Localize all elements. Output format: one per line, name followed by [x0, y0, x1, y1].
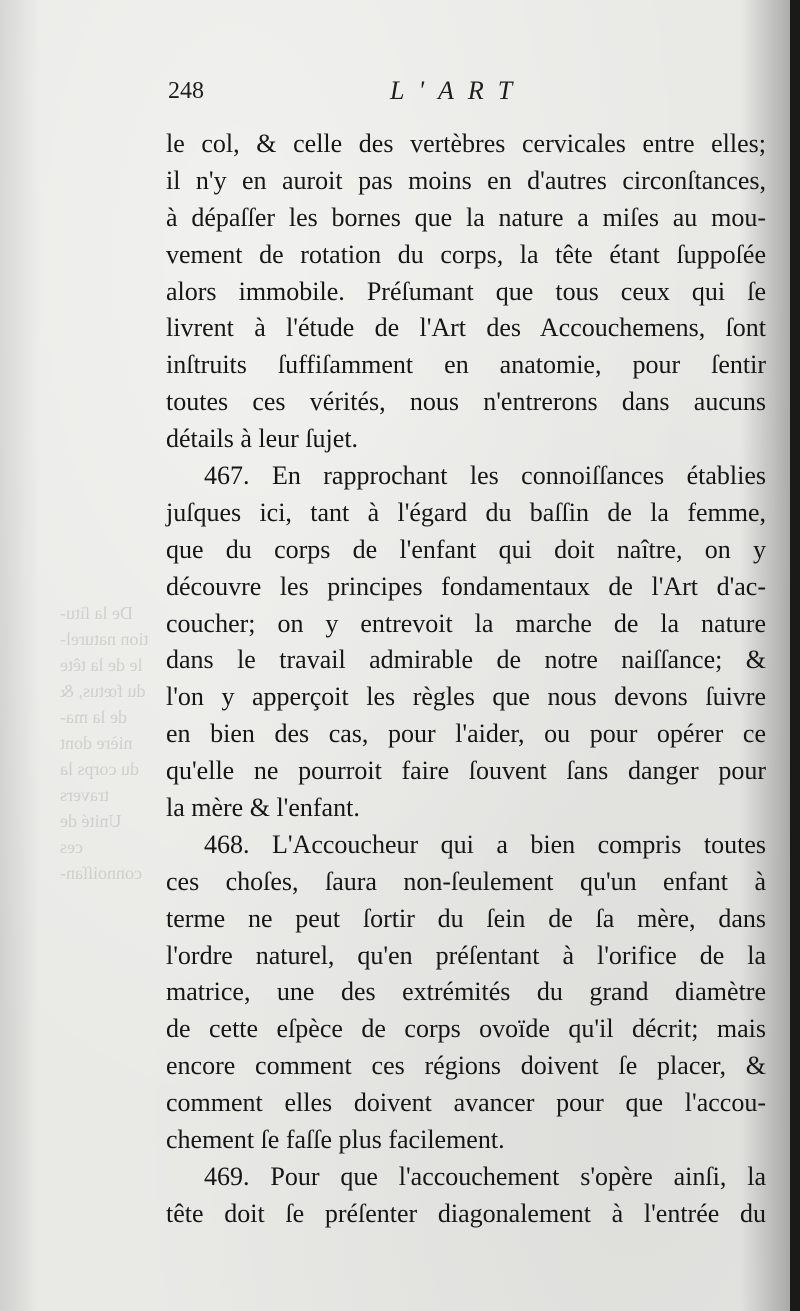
bleed-through-text: De la ſitu- tion naturel- le de la tête du fœtus, & de la ma- nière dont du corps la travers Unité de ces connoiſſan- — [60, 603, 149, 883]
body-text — [166, 126, 766, 1233]
text-line: toutes ces vérités, nous n'entrerons dans aucuns — [166, 387, 766, 417]
text-line: l'on y apperçoit les règles que nous devons ſuivre — [166, 682, 766, 712]
text-line: ces choſes, ſaura non-ſeulement qu'un enfant à — [166, 866, 766, 896]
page-number: 248 — [168, 78, 204, 104]
text-line: de cette eſpèce de corps ovoïde qu'il décrit; mais — [166, 1014, 766, 1044]
text-line: découvre les principes fondamentaux de l'Art d'ac- — [166, 571, 766, 601]
paragraph-start-469: 469. Pour que l'accouchement s'opère ainſi, la — [204, 1161, 766, 1191]
text-line: inſtruits ſuffiſamment en anatomie, pour ſentir — [166, 350, 766, 380]
text-line: livrent à l'étude de l'Art des Accouchemens, ſont — [166, 313, 766, 343]
text-line: l'ordre naturel, qu'en préſentant à l'orifice de la — [166, 940, 766, 970]
text-line: la mère & l'enfant. — [166, 793, 360, 823]
running-title: L'ART — [390, 76, 527, 105]
text-line: encore comment ces régions doivent ſe placer, & — [166, 1051, 766, 1081]
text-line: détails à leur ſujet. — [166, 424, 359, 454]
text-line: à dépaſſer les bornes que la nature a miſes au mou- — [166, 202, 766, 232]
text-line: coucher; on y entrevoit la marche de la nature — [166, 608, 766, 638]
text-line: comment elles doivent avancer pour que l'accou- — [166, 1088, 766, 1118]
text-line: alors immobile. Préſumant que tous ceux qui ſe — [166, 276, 766, 306]
paragraph-start-468: 468. L'Accoucheur qui a bien compris toutes — [204, 829, 766, 859]
text-line: que du corps de l'enfant qui doit naître, on y — [166, 534, 766, 564]
text-line: qu'elle ne pourroit faire ſouvent ſans danger pour — [166, 756, 766, 786]
running-header — [168, 78, 728, 114]
text-line: dans le travail admirable de notre naiſſance; & — [166, 645, 766, 675]
text-line: juſques ici, tant à l'égard du baſſin de la femme, — [166, 497, 766, 527]
text-line: terme ne peut ſortir du ſein de ſa mère, dans — [166, 903, 766, 933]
text-line: il n'y en auroit pas moins en d'autres circonſtances, — [166, 165, 766, 195]
text-line: matrice, une des extrémités du grand diamètre — [166, 977, 766, 1007]
text-line: vement de rotation du corps, la tête étant ſuppoſée — [166, 239, 766, 269]
text-line: chement ſe faſſe plus facilement. — [166, 1125, 505, 1155]
text-line: le col, & celle des vertèbres cervicales entre elles; — [166, 129, 766, 158]
paragraph-start-467: 467. En rapprochant les connoiſſances établies — [204, 461, 766, 491]
text-line: tête doit ſe préſenter diagonalement à l'entrée du — [166, 1198, 766, 1228]
text-line: en bien des cas, pour l'aider, ou pour opérer ce — [166, 719, 766, 749]
